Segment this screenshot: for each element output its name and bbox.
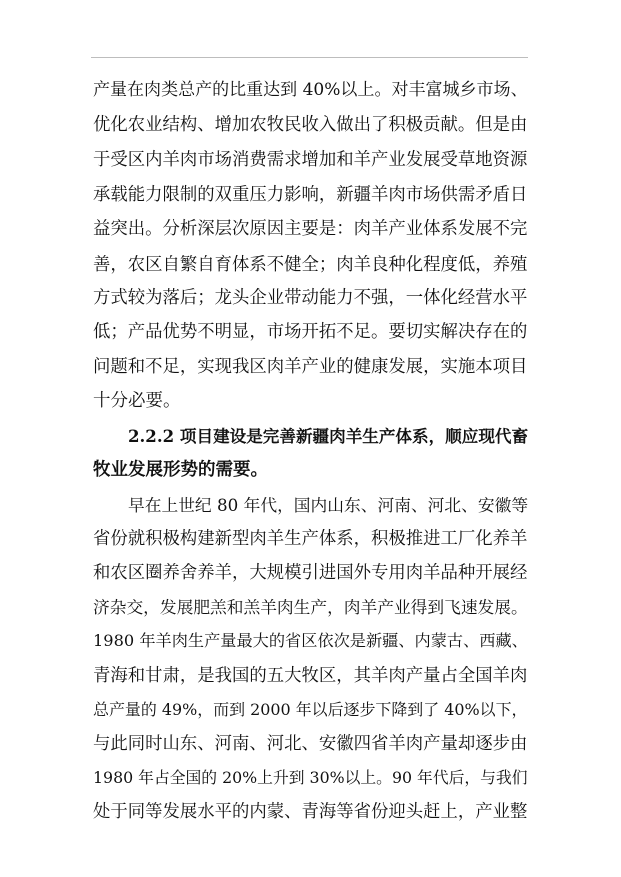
section-heading: 2.2.2 项目建设是完善新疆肉羊生产体系，顺应现代畜 (128, 426, 529, 446)
text-line: 1980 年占全国的 20%上升到 30%以上。90 年代后，与我们 (93, 768, 528, 787)
text-line: 总产量的 49%，而到 2000 年以后逐步下降到了 40%以下， (93, 700, 528, 719)
text-line: 方式较为落后；龙头企业带动能力不强，一体化经营水平 (93, 288, 528, 308)
text-line: 优化农业结构、增加农牧民收入做出了积极贡献。但是由 (93, 115, 528, 135)
text-line: 处于同等发展水平的内蒙、青海等省份迎头赶上，产业整 (93, 802, 528, 822)
text-line: 产量在肉类总产的比重达到 40%以上。对丰富城乡市场、 (93, 80, 528, 100)
text-line: 与此同时山东、河南、河北、安徽四省羊肉产量却逐步由 (93, 734, 528, 754)
text-line: 早在上世纪 80 年代，国内山东、河南、河北、安徽等 (128, 495, 529, 515)
text-line: 十分必要。 (93, 391, 181, 411)
text-line: 承载能力限制的双重压力影响，新疆羊肉市场供需矛盾日 (93, 185, 528, 205)
text-line: 1980 年羊肉生产量最大的省区依次是新疆、内蒙古、西藏、 (93, 631, 528, 650)
text-line: 和农区圈养舍养羊，大规模引进国外专用肉羊品种开展经 (93, 563, 528, 583)
text-line: 青海和甘肃，是我国的五大牧区，其羊肉产量占全国羊肉 (93, 666, 528, 686)
text-line: 善，农区自繁自育体系不健全；肉羊良种化程度低，养殖 (93, 255, 528, 275)
text-line: 省份就积极构建新型肉羊生产体系，积极推进工厂化养羊 (93, 529, 528, 549)
text-line: 问题和不足，实现我区肉羊产业的健康发展，实施本项目 (93, 357, 528, 377)
text-line: 益突出。分析深层次原因主要是：肉羊产业体系发展不完 (93, 219, 528, 239)
header-rule (91, 57, 528, 58)
section-heading: 牧业发展形势的需要。 (93, 460, 268, 480)
text-line: 于受区内羊肉市场消费需求增加和羊产业发展受草地资源 (93, 150, 528, 170)
text-line: 低；产品优势不明显，市场开拓不足。要切实解决存在的 (93, 322, 528, 342)
text-line: 济杂交，发展肥羔和羔羊肉生产，肉羊产业得到飞速发展。 (93, 597, 528, 617)
